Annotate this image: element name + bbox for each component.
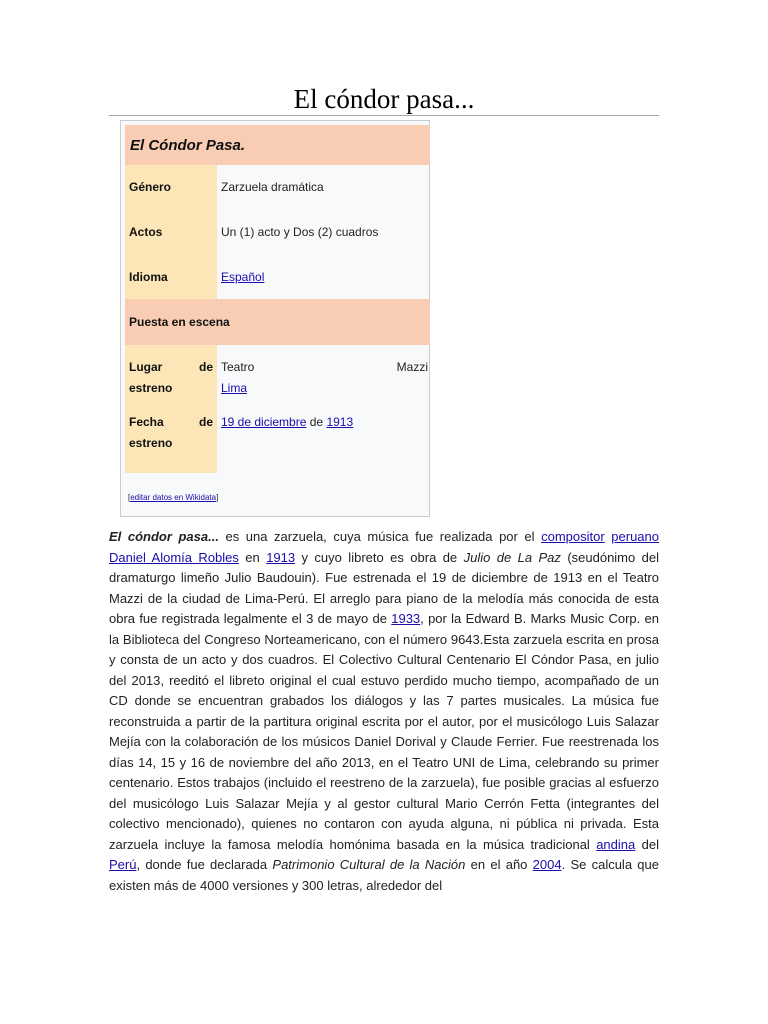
genre-value: Zarzuela dramática (221, 180, 324, 194)
link-andina[interactable]: andina (596, 836, 636, 852)
infobox-row-genre (125, 165, 430, 209)
link-compositor[interactable]: compositor (541, 529, 605, 544)
premiere-date-value (221, 411, 430, 433)
article-text: , donde fue declarada (136, 857, 273, 872)
premiere-place-value-word2: Mazzi (396, 360, 428, 374)
premiere-place-label-word2: estreno (129, 381, 173, 395)
language-link[interactable]: Español (221, 270, 265, 284)
premiere-date-label-word2: estreno (129, 436, 173, 450)
premiere-date-label (125, 411, 217, 473)
article-lead-title: El cóndor pasa... (109, 529, 219, 544)
link-1913[interactable]: 1913 (266, 549, 296, 565)
infobox-row-premiere-date (125, 411, 430, 473)
premiere-place-link[interactable]: Lima (221, 381, 248, 395)
article-text: del (635, 836, 659, 852)
language-value (221, 255, 430, 299)
premiere-date-year-link[interactable]: 1913 (326, 415, 354, 429)
article-text: (seudónimo del dramaturgo limeño Julio Baudouin). Fue estrenada el 19 de diciembre de 1913 en el Teatro Mazzi de la ciudad de Lima-Perú. El arreglo para piano de la melodía más conocida de esta obra fue registrada legalmente el 3 de mayo de (109, 549, 659, 626)
article-text: . Se calcula que existen más de 4000 versiones y 300 letras, alrededor del (109, 857, 659, 893)
acts-value: Un (1) acto y Dos (2) cuadros (221, 225, 379, 239)
wikidata-edit-link[interactable]: editar datos en Wikidata (130, 493, 217, 502)
link-daniel-alomia-robles[interactable]: Daniel Alomía Robles (109, 549, 239, 565)
premiere-date-label-de: de (198, 415, 213, 429)
genre-label: Género (125, 165, 217, 209)
acts-label: Actos (125, 209, 217, 255)
premiere-place-label-de: de (198, 360, 213, 374)
premiere-place-label-word1: Lugar (129, 360, 163, 374)
edit-bracket-close: ] (216, 493, 219, 502)
article-julio-de-la-paz: Julio de La Paz (463, 549, 561, 565)
article-text: , por la Edward B. Marks Music Corp. en la Biblioteca del Congreso Norteamericano, con el número 9643.Esta zarzuela escrita en prosa y consta de un acto y dos cuadros. El Colectivo Cultural Centenario El Cóndor Pasa, en julio del 2013, reeditó el libreto original el cual estuvo perdido mucho tiempo, acompañado de un CD donde se encuentran grabados los diálogos y las 7 partes musicales. La música fue reconstruida a partir de la partitura original escrita por el autor, por el musicólogo Luis Salazar Mejía con la colaboración de los músicos Daniel Dorival y Claude Ferrier. Fue reestrenada los días 14, 15 y 16 de noviembre del año 2013, en el Teatro UNI de Lima, celebrando su primer centenario. Estos trabajos (incluido el reestreno de la zarzuela), fue posible gracias al esfuerzo del musicólogo Luis Salazar Mejía y al gestor cultural Mario Cerrón Fetta (integrantes del colectivo mencionado), quienes no contaron con ayuda alguna, ni pública ni privada. Esta zarzuela incluye la famosa melodía homónima basada en la música tradicional (109, 611, 659, 852)
premiere-date-de: de (309, 415, 324, 429)
infobox-row-premiere-place (125, 345, 430, 411)
article-text: es una zarzuela, cuya música fue realizada por el (218, 529, 542, 544)
link-peruano[interactable]: peruano (611, 529, 659, 544)
link-1933[interactable]: 1933 (391, 611, 421, 626)
premiere-place-label (125, 345, 217, 411)
infobox-row-acts (125, 209, 430, 255)
link-2004[interactable]: 2004 (532, 857, 562, 872)
premiere-place-value (221, 345, 430, 399)
article-text: en el año (465, 857, 533, 872)
article-body (109, 527, 659, 919)
link-peru[interactable]: Perú (109, 857, 137, 872)
wikidata-edit-line (128, 493, 218, 502)
article-text: y cuyo libreto es obra de (295, 549, 464, 565)
article-text: en (238, 549, 267, 565)
premiere-place-value-word1: Teatro (221, 360, 255, 374)
page-title: El cóndor pasa... (293, 84, 475, 114)
infobox-section-title: Puesta en escena (125, 299, 430, 345)
premiere-date-label-word1: Fecha (129, 415, 164, 429)
edit-bracket-open: [ (128, 493, 131, 502)
article-patrimonio: Patrimonio Cultural de la Nación (272, 857, 466, 872)
premiere-date-day-link[interactable]: 19 de diciembre (221, 415, 307, 429)
language-label: Idioma (125, 255, 217, 299)
infobox-title: El Cóndor Pasa. (125, 125, 430, 165)
infobox (120, 120, 430, 517)
title-divider (109, 115, 659, 116)
infobox-row-language (125, 255, 430, 299)
